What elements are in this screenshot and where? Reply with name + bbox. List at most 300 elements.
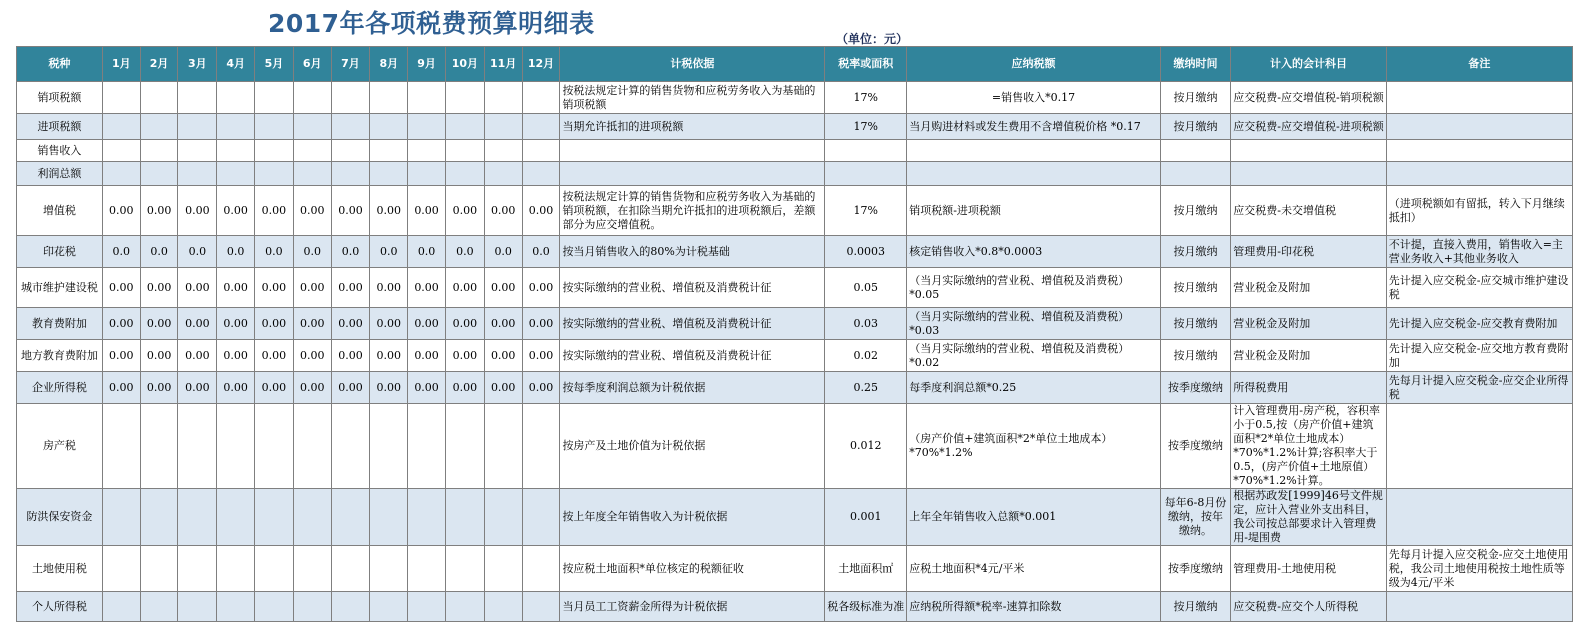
pay-time-cell[interactable]: 按月缴纳 [1160,114,1230,140]
month-12-cell[interactable]: 0.00 [522,186,560,236]
account-cell[interactable] [1231,140,1386,162]
month-1-cell[interactable] [102,489,140,546]
month-7-cell[interactable]: 0.00 [331,186,370,236]
unit-label: （单位：元） [836,32,909,46]
remark-cell[interactable]: 先计提入应交税金-应交教育费附加 [1386,308,1572,340]
account-cell[interactable]: 管理费用-印花税 [1231,236,1386,268]
header-month-9[interactable]: 9月 [408,47,446,82]
month-11-cell[interactable]: 0.00 [484,186,522,236]
month-7-cell[interactable]: 0.00 [331,372,370,404]
month-5-cell[interactable] [255,114,294,140]
month-6-cell[interactable]: 0.0 [293,236,331,268]
month-8-cell[interactable] [370,82,408,114]
basis-cell[interactable] [560,162,825,186]
month-1-cell[interactable]: 0.0 [102,236,140,268]
month-6-cell[interactable]: 0.00 [293,308,331,340]
tax-name-cell[interactable]: 利润总额 [17,162,103,186]
basis-cell[interactable]: 按房产及土地价值为计税依据 [560,404,825,489]
month-3-cell[interactable]: 0.00 [178,308,217,340]
month-5-cell[interactable]: 0.00 [255,186,294,236]
header-time[interactable]: 缴纳时间 [1160,47,1230,82]
pay-time-cell[interactable]: 按月缴纳 [1160,236,1230,268]
rate-cell[interactable]: 0.03 [825,308,907,340]
month-9-cell[interactable] [408,404,446,489]
month-8-cell[interactable] [370,592,408,622]
account-cell[interactable] [1231,162,1386,186]
month-10-cell[interactable]: 0.00 [445,186,484,236]
month-12-cell[interactable] [522,82,560,114]
month-2-cell[interactable] [140,114,178,140]
basis-cell[interactable]: 当期允许抵扣的进项税额 [560,114,825,140]
pay-time-cell[interactable]: 按季度缴纳 [1160,372,1230,404]
rate-cell[interactable] [825,162,907,186]
amount-cell[interactable]: 每季度利润总额*0.25 [907,372,1161,404]
month-6-cell[interactable]: 0.00 [293,340,331,372]
header-account[interactable]: 计入的会计科目 [1231,47,1386,82]
month-5-cell[interactable] [255,82,294,114]
tax-name-cell[interactable]: 进项税额 [17,114,103,140]
month-11-cell[interactable]: 0.00 [484,268,522,308]
month-2-cell[interactable]: 0.00 [140,268,178,308]
basis-cell[interactable]: 按当月销售收入的80%为计税基础 [560,236,825,268]
table-row [17,340,1573,372]
month-7-cell[interactable] [331,140,370,162]
tax-name-cell[interactable]: 增值税 [17,186,103,236]
account-cell[interactable]: 营业税金及附加 [1231,308,1386,340]
remark-cell[interactable] [1386,82,1572,114]
tax-name-cell[interactable]: 企业所得税 [17,372,103,404]
pay-time-cell[interactable]: 按月缴纳 [1160,340,1230,372]
header-month-6[interactable]: 6月 [293,47,331,82]
month-7-cell[interactable]: 0.00 [331,340,370,372]
month-10-cell[interactable]: 0.00 [445,340,484,372]
account-cell[interactable]: 应交税费-应交个人所得税 [1231,592,1386,622]
month-4-cell[interactable] [217,404,255,489]
rate-cell[interactable]: 17% [825,186,907,236]
month-11-cell[interactable] [484,546,522,592]
table-row [17,186,1573,236]
month-11-cell[interactable] [484,592,522,622]
month-3-cell[interactable]: 0.00 [178,186,217,236]
remark-cell[interactable]: 先每月计提入应交税金-应交企业所得税 [1386,372,1572,404]
month-6-cell[interactable] [293,592,331,622]
account-cell[interactable]: 所得税费用 [1231,372,1386,404]
month-4-cell[interactable]: 0.00 [217,372,255,404]
remark-cell[interactable] [1386,489,1572,546]
month-8-cell[interactable]: 0.00 [370,340,408,372]
month-7-cell[interactable] [331,489,370,546]
sheet-title: 2017年各项税费预算明细表 [268,9,595,38]
month-12-cell[interactable]: 0.0 [522,236,560,268]
month-7-cell[interactable] [331,592,370,622]
basis-cell[interactable]: 当月员工工资薪金所得为计税依据 [560,592,825,622]
month-7-cell[interactable]: 0.00 [331,308,370,340]
month-6-cell[interactable] [293,114,331,140]
table-row [17,82,1573,114]
account-cell[interactable]: 应交税费-未交增值税 [1231,186,1386,236]
month-9-cell[interactable] [408,114,446,140]
pay-time-cell[interactable] [1160,140,1230,162]
month-9-cell[interactable]: 0.00 [408,308,446,340]
rate-cell[interactable]: 0.02 [825,340,907,372]
month-2-cell[interactable]: 0.00 [140,372,178,404]
month-3-cell[interactable]: 0.0 [178,236,217,268]
month-5-cell[interactable] [255,546,294,592]
pay-time-cell[interactable]: 按季度缴纳 [1160,546,1230,592]
remark-cell[interactable]: （进项税额如有留抵，转入下月继续抵扣） [1386,186,1572,236]
month-9-cell[interactable]: 0.00 [408,268,446,308]
header-month-10[interactable]: 10月 [445,47,484,82]
header-month-7[interactable]: 7月 [331,47,370,82]
month-12-cell[interactable] [522,546,560,592]
month-5-cell[interactable] [255,592,294,622]
month-9-cell[interactable] [408,140,446,162]
month-2-cell[interactable] [140,592,178,622]
month-11-cell[interactable]: 0.0 [484,236,522,268]
remark-cell[interactable] [1386,592,1572,622]
tax-name-cell[interactable]: 防洪保安资金 [17,489,103,546]
rate-cell[interactable]: 0.0003 [825,236,907,268]
month-12-cell[interactable] [522,140,560,162]
basis-cell[interactable] [560,140,825,162]
month-8-cell[interactable] [370,546,408,592]
remark-cell[interactable]: 不计提，直接入费用，销售收入=主营业务收入+其他业务收入 [1386,236,1572,268]
basis-cell[interactable]: 按每季度利润总额为计税依据 [560,372,825,404]
rate-cell[interactable]: 0.012 [825,404,907,489]
rate-cell[interactable]: 土地面积㎡ [825,546,907,592]
remark-cell[interactable]: 先计提入应交税金-应交城市维护建设税 [1386,268,1572,308]
month-4-cell[interactable] [217,592,255,622]
amount-cell[interactable]: 应税土地面积*4元/平米 [907,546,1161,592]
amount-cell[interactable]: =销售收入*0.17 [907,82,1161,114]
month-9-cell[interactable] [408,82,446,114]
month-11-cell[interactable]: 0.00 [484,372,522,404]
header-rate[interactable]: 税率或面积 [825,47,907,82]
month-1-cell[interactable] [102,404,140,489]
month-12-cell[interactable] [522,404,560,489]
month-1-cell[interactable] [102,140,140,162]
month-3-cell[interactable] [178,82,217,114]
tax-name-cell[interactable]: 地方教育费附加 [17,340,103,372]
header-amount[interactable]: 应纳税额 [907,47,1161,82]
amount-cell[interactable]: 核定销售收入*0.8*0.0003 [907,236,1161,268]
account-cell[interactable]: 应交税费-应交增值税-销项税额 [1231,82,1386,114]
month-1-cell[interactable]: 0.00 [102,186,140,236]
month-5-cell[interactable]: 0.00 [255,308,294,340]
month-2-cell[interactable] [140,546,178,592]
rate-cell[interactable]: 17% [825,82,907,114]
month-1-cell[interactable] [102,114,140,140]
header-tax[interactable]: 税种 [17,47,103,82]
month-2-cell[interactable] [140,404,178,489]
header-month-4[interactable]: 4月 [217,47,255,82]
month-8-cell[interactable]: 0.0 [370,236,408,268]
month-4-cell[interactable]: 0.00 [217,186,255,236]
pay-time-cell[interactable]: 按月缴纳 [1160,186,1230,236]
month-8-cell[interactable] [370,404,408,489]
month-10-cell[interactable] [445,404,484,489]
month-2-cell[interactable] [140,82,178,114]
rate-cell[interactable]: 0.25 [825,372,907,404]
month-2-cell[interactable]: 0.00 [140,308,178,340]
pay-time-cell[interactable]: 按季度缴纳 [1160,404,1230,489]
table-row [17,308,1573,340]
month-4-cell[interactable] [217,114,255,140]
month-2-cell[interactable]: 0.00 [140,340,178,372]
month-1-cell[interactable] [102,162,140,186]
pay-time-cell[interactable]: 每年6-8月份缴纳，按年缴纳。 [1160,489,1230,546]
amount-cell[interactable]: （当月实际缴纳的营业税、增值税及消费税）*0.02 [907,340,1161,372]
month-10-cell[interactable]: 0.0 [445,236,484,268]
table-row [17,546,1573,592]
month-8-cell[interactable] [370,114,408,140]
month-10-cell[interactable]: 0.00 [445,308,484,340]
month-5-cell[interactable]: 0.00 [255,340,294,372]
month-11-cell[interactable] [484,489,522,546]
rate-cell[interactable]: 17% [825,114,907,140]
month-7-cell[interactable] [331,114,370,140]
rate-cell[interactable] [825,140,907,162]
amount-cell[interactable]: 应纳税所得额*税率-速算扣除数 [907,592,1161,622]
month-4-cell[interactable]: 0.00 [217,340,255,372]
tax-name-cell[interactable]: 房产税 [17,404,103,489]
header-month-8[interactable]: 8月 [370,47,408,82]
rate-cell[interactable]: 0.05 [825,268,907,308]
month-1-cell[interactable]: 0.00 [102,372,140,404]
month-2-cell[interactable] [140,162,178,186]
month-12-cell[interactable]: 0.00 [522,372,560,404]
amount-cell[interactable]: 销项税额-进项税额 [907,186,1161,236]
month-5-cell[interactable] [255,489,294,546]
header-basis[interactable]: 计税依据 [560,47,825,82]
amount-cell[interactable]: （当月实际缴纳的营业税、增值税及消费税）*0.03 [907,308,1161,340]
month-7-cell[interactable] [331,546,370,592]
month-7-cell[interactable]: 0.0 [331,236,370,268]
month-5-cell[interactable] [255,162,294,186]
month-8-cell[interactable]: 0.00 [370,308,408,340]
month-4-cell[interactable]: 0.00 [217,268,255,308]
month-9-cell[interactable]: 0.00 [408,186,446,236]
month-3-cell[interactable]: 0.00 [178,268,217,308]
month-8-cell[interactable]: 0.00 [370,186,408,236]
month-9-cell[interactable] [408,489,446,546]
rate-cell[interactable]: 税各级标准为准 [825,592,907,622]
month-10-cell[interactable] [445,162,484,186]
month-8-cell[interactable] [370,162,408,186]
remark-cell[interactable] [1386,140,1572,162]
month-6-cell[interactable] [293,140,331,162]
month-6-cell[interactable]: 0.00 [293,372,331,404]
account-cell[interactable]: 营业税金及附加 [1231,268,1386,308]
header-row [17,47,1573,82]
basis-cell[interactable]: 按税法规定计算的销售货物和应税劳务收入为基础的销项税额 [560,82,825,114]
header-month-5[interactable]: 5月 [255,47,294,82]
amount-cell[interactable] [907,140,1161,162]
pay-time-cell[interactable] [1160,162,1230,186]
month-7-cell[interactable]: 0.00 [331,268,370,308]
month-4-cell[interactable] [217,140,255,162]
month-12-cell[interactable]: 0.00 [522,268,560,308]
basis-cell[interactable]: 按应税土地面积*单位核定的税额征收 [560,546,825,592]
remark-cell[interactable] [1386,162,1572,186]
month-3-cell[interactable]: 0.00 [178,372,217,404]
pay-time-cell[interactable]: 按月缴纳 [1160,308,1230,340]
table-row [17,140,1573,162]
tax-name-cell[interactable]: 个人所得税 [17,592,103,622]
header-month-3[interactable]: 3月 [178,47,217,82]
remark-cell[interactable] [1386,404,1572,489]
month-9-cell[interactable] [408,546,446,592]
remark-cell[interactable]: 先每月计提入应交税金-应交土地使用税，我公司土地使用税按土地性质等级为4元/平米 [1386,546,1572,592]
month-7-cell[interactable] [331,162,370,186]
month-10-cell[interactable] [445,114,484,140]
tax-name-cell[interactable]: 销售收入 [17,140,103,162]
month-2-cell[interactable]: 0.00 [140,186,178,236]
basis-cell[interactable]: 按实际缴纳的营业税、增值税及消费税计征 [560,308,825,340]
month-4-cell[interactable] [217,489,255,546]
month-2-cell[interactable]: 0.0 [140,236,178,268]
tax-name-cell[interactable]: 教育费附加 [17,308,103,340]
basis-cell[interactable]: 按上年度全年销售收入为计税依据 [560,489,825,546]
amount-cell[interactable] [907,162,1161,186]
month-6-cell[interactable] [293,489,331,546]
table-row [17,114,1573,140]
month-11-cell[interactable] [484,162,522,186]
month-9-cell[interactable]: 0.00 [408,340,446,372]
month-10-cell[interactable]: 0.00 [445,372,484,404]
month-10-cell[interactable] [445,82,484,114]
amount-cell[interactable]: （房产价值+建筑面积*2*单位土地成本）*70%*1.2% [907,404,1161,489]
month-3-cell[interactable] [178,489,217,546]
month-6-cell[interactable]: 0.00 [293,186,331,236]
month-12-cell[interactable]: 0.00 [522,340,560,372]
month-11-cell[interactable] [484,404,522,489]
header-month-2[interactable]: 2月 [140,47,178,82]
pay-time-cell[interactable]: 按月缴纳 [1160,82,1230,114]
month-3-cell[interactable] [178,162,217,186]
month-12-cell[interactable] [522,162,560,186]
month-6-cell[interactable] [293,546,331,592]
account-cell[interactable]: 营业税金及附加 [1231,340,1386,372]
account-cell[interactable]: 计入管理费用-房产税，容积率小于0.5,按（房产价值+建筑面积*2*单位土地成本）*70%*1.2%计算;容积率大于0.5，(房产价值+土地原值）*70%*1.2%计算。 [1231,404,1386,489]
month-3-cell[interactable] [178,546,217,592]
month-4-cell[interactable] [217,82,255,114]
month-10-cell[interactable] [445,489,484,546]
month-1-cell[interactable]: 0.00 [102,268,140,308]
month-10-cell[interactable] [445,592,484,622]
header-month-11[interactable]: 11月 [484,47,522,82]
month-9-cell[interactable]: 0.0 [408,236,446,268]
month-5-cell[interactable]: 0.0 [255,236,294,268]
month-5-cell[interactable]: 0.00 [255,372,294,404]
rate-cell[interactable]: 0.001 [825,489,907,546]
month-12-cell[interactable] [522,114,560,140]
pay-time-cell[interactable]: 按月缴纳 [1160,592,1230,622]
month-4-cell[interactable]: 0.00 [217,308,255,340]
month-3-cell[interactable] [178,592,217,622]
tax-name-cell[interactable]: 印花税 [17,236,103,268]
month-5-cell[interactable] [255,140,294,162]
table-row [17,404,1573,489]
month-1-cell[interactable] [102,546,140,592]
month-12-cell[interactable] [522,489,560,546]
month-8-cell[interactable] [370,140,408,162]
month-10-cell[interactable] [445,140,484,162]
month-10-cell[interactable] [445,546,484,592]
month-8-cell[interactable] [370,489,408,546]
month-11-cell[interactable]: 0.00 [484,340,522,372]
amount-cell[interactable]: （当月实际缴纳的营业税、增值税及消费税）*0.05 [907,268,1161,308]
month-6-cell[interactable]: 0.00 [293,268,331,308]
month-1-cell[interactable]: 0.00 [102,340,140,372]
month-5-cell[interactable]: 0.00 [255,268,294,308]
month-7-cell[interactable] [331,82,370,114]
tax-name-cell[interactable]: 城市维护建设税 [17,268,103,308]
month-8-cell[interactable]: 0.00 [370,268,408,308]
remark-cell[interactable] [1386,114,1572,140]
month-3-cell[interactable] [178,140,217,162]
month-11-cell[interactable] [484,140,522,162]
month-7-cell[interactable] [331,404,370,489]
month-6-cell[interactable] [293,82,331,114]
month-1-cell[interactable] [102,82,140,114]
month-3-cell[interactable]: 0.00 [178,340,217,372]
header-remark[interactable]: 备注 [1386,47,1572,82]
month-9-cell[interactable] [408,592,446,622]
remark-cell[interactable]: 先计提入应交税金-应交地方教育费附加 [1386,340,1572,372]
basis-cell[interactable]: 按实际缴纳的营业税、增值税及消费税计征 [560,340,825,372]
month-5-cell[interactable] [255,404,294,489]
tax-name-cell[interactable]: 土地使用税 [17,546,103,592]
account-cell[interactable]: 应交税费-应交增值税-进项税额 [1231,114,1386,140]
basis-cell[interactable]: 按实际缴纳的营业税、增值税及消费税计征 [560,268,825,308]
table-row [17,372,1573,404]
pay-time-cell[interactable]: 按月缴纳 [1160,268,1230,308]
month-9-cell[interactable]: 0.00 [408,372,446,404]
month-1-cell[interactable]: 0.00 [102,308,140,340]
month-11-cell[interactable]: 0.00 [484,308,522,340]
account-cell[interactable]: 根据苏政发[1999]46号文件规定，应计入营业外支出科目，我公司按总部要求计入管理费用-堤围费 [1231,489,1386,546]
month-12-cell[interactable]: 0.00 [522,308,560,340]
month-3-cell[interactable] [178,114,217,140]
month-6-cell[interactable] [293,162,331,186]
month-11-cell[interactable] [484,82,522,114]
account-cell[interactable]: 管理费用-土地使用税 [1231,546,1386,592]
tax-budget-table [16,46,1573,622]
month-11-cell[interactable] [484,114,522,140]
month-4-cell[interactable] [217,546,255,592]
month-10-cell[interactable]: 0.00 [445,268,484,308]
month-2-cell[interactable] [140,489,178,546]
month-6-cell[interactable] [293,404,331,489]
month-2-cell[interactable] [140,140,178,162]
header-month-1[interactable]: 1月 [102,47,140,82]
table-row [17,592,1573,622]
month-3-cell[interactable] [178,404,217,489]
month-4-cell[interactable] [217,162,255,186]
month-1-cell[interactable] [102,592,140,622]
table-body [17,82,1573,622]
month-9-cell[interactable] [408,162,446,186]
basis-cell[interactable]: 按税法规定计算的销售货物和应税劳务收入为基础的销项税额，在扣除当期允许抵扣的进项税额后，差额部分为应交增值税。 [560,186,825,236]
header-month-12[interactable]: 12月 [522,47,560,82]
month-8-cell[interactable]: 0.00 [370,372,408,404]
month-12-cell[interactable] [522,592,560,622]
month-4-cell[interactable]: 0.0 [217,236,255,268]
tax-name-cell[interactable]: 销项税额 [17,82,103,114]
amount-cell[interactable]: 当月购进材料或发生费用不含增值税价格 *0.17 [907,114,1161,140]
amount-cell[interactable]: 上年全年销售收入总额*0.001 [907,489,1161,546]
